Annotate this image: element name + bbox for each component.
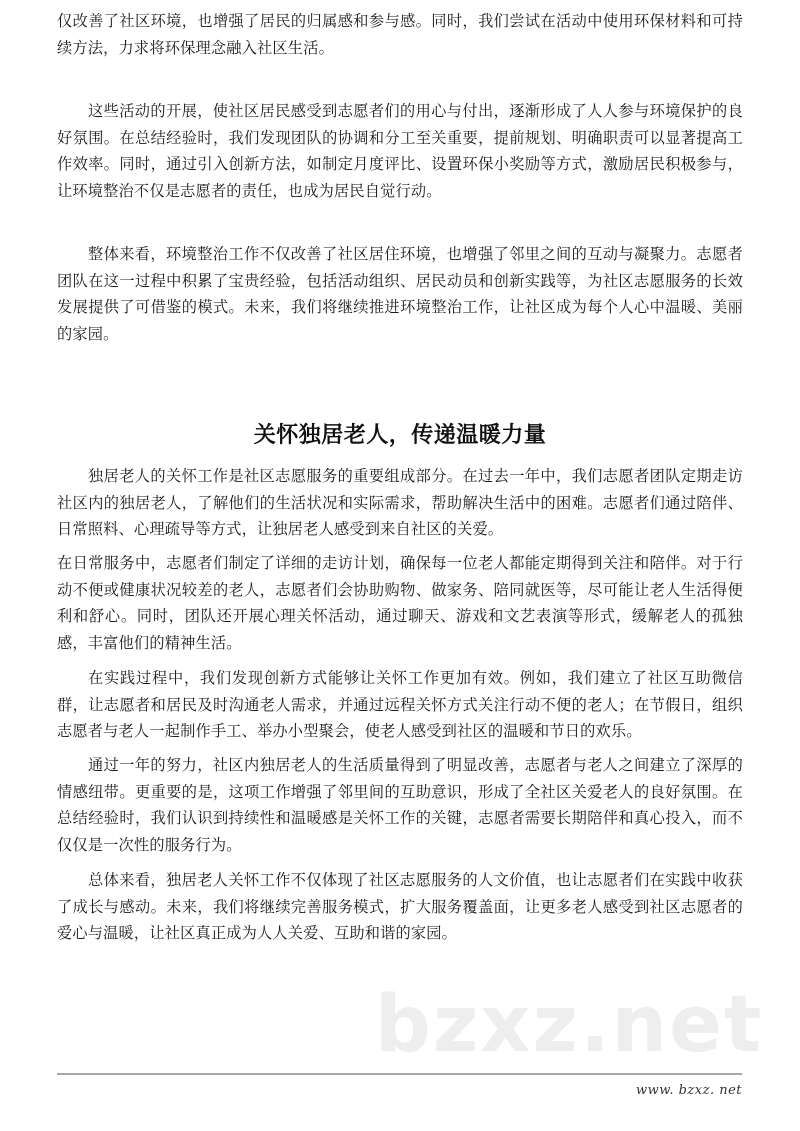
paragraph-top-3: 整体来看，环境整治工作不仅改善了社区居住环境，也增强了邻里之间的互动与凝聚力。志愿者团队在这一过程中积累了宝贵经验，包括活动组织、居民动员和创新实践等，为社区志愿服务的长效发展提供了可借鉴的模式。未来，我们将继续推进环境整治工作，让社区成为每个人心中温暖、美丽的家园。 xyxy=(57,245,743,343)
paragraph-section-2: 在日常服务中，志愿者们制定了详细的走访计划，确保每一位老人都能定期得到关注和陪伴。对于行动不便或健康状况较差的老人，志愿者们会协助购物、做家务、陪同就医等，尽可能让老人生活得便利和舒心。同时，团队还开展心理关怀活动，通过聊天、游戏和文艺表演等形式，缓解老人的孤独感，丰富他们的精神生活。 xyxy=(57,554,743,652)
paragraph-section-3: 在实践过程中，我们发现创新方式能够让关怀工作更加有效。例如，我们建立了社区互助微信群，让志愿者和居民及时沟通老人需求，并通过远程关怀方式关注行动不便的老人；在节假日，组织志愿者与老人一起制作手工、举办小型聚会，使老人感受到社区的温暖和节日的欢乐。 xyxy=(57,669,743,740)
footer-divider xyxy=(57,1073,742,1075)
paragraph-top-2: 这些活动的开展，使社区居民感受到志愿者们的用心与付出，逐渐形成了人人参与环境保护的良好氛围。在总结经验时，我们发现团队的协调和分工至关重要，提前规划、明确职责可以显著提高工作效率。同时，通过引入创新方法，如制定月度评比、设置环保小奖励等方式，激励居民积极参与，让环境整治不仅是志愿者的责任，也成为居民自觉行动。 xyxy=(57,102,743,200)
paragraph-section-1: 独居老人的关怀工作是社区志愿服务的重要组成部分。在过去一年中，我们志愿者团队定期走访社区内的独居老人，了解他们的生活状况和实际需求，帮助解决生活中的困难。志愿者们通过陪伴、日常照料、心理疏导等方式，让独居老人感受到来自社区的关爱。 xyxy=(57,467,743,538)
paragraph-section-4: 通过一年的努力，社区内独居老人的生活质量得到了明显改善，志愿者与老人之间建立了深厚的情感纽带。更重要的是，这项工作增强了邻里间的互助意识，形成了全社区关爱老人的良好氛围。在总结经验时，我们认识到持续性和温暖感是关怀工作的关键，志愿者需要长期陪伴和真心投入，而不仅仅是一次性的服务行为。 xyxy=(57,756,743,854)
footer-url-link[interactable]: www. bzxz. net xyxy=(635,1083,742,1098)
section-title: 关怀独居老人，传递温暖力量 xyxy=(253,423,547,448)
watermark-text: bzxz.net xyxy=(375,980,764,1070)
paragraph-top-1: 仅改善了社区环境，也增强了居民的归属感和参与感。同时，我们尝试在活动中使用环保材料和可持续方法，力求将环保理念融入社区生活。 xyxy=(57,12,743,57)
paragraph-section-5: 总体来看，独居老人关怀工作不仅体现了社区志愿服务的人文价值，也让志愿者们在实践中收获了成长与感动。未来，我们将继续完善服务模式，扩大服务覆盖面，让更多老人感受到社区志愿者的爱心与温暖，让社区真正成为人人关爱、互助和谐的家园。 xyxy=(57,871,743,942)
